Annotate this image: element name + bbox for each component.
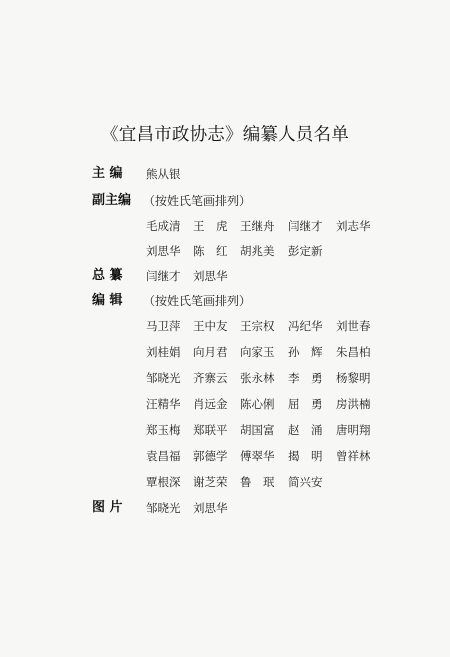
person-name: 向家玉: [240, 345, 275, 359]
person-name: 刘世春: [336, 319, 371, 333]
person-name: 刘志华: [336, 219, 371, 233]
person-name: 王宗权: [240, 319, 275, 333]
person-name: 张永林: [240, 371, 275, 385]
deputy-editor-label: 副主编: [92, 193, 132, 208]
person-name: 刘思华: [193, 269, 228, 283]
person-name: 揭 明: [288, 449, 323, 463]
person-name: 孙 辉: [288, 345, 323, 359]
person-name: 肖远金: [193, 397, 228, 411]
person-name: 闫继才: [288, 219, 323, 233]
person-name: 冯纪华: [288, 319, 323, 333]
person-name: 覃根深: [146, 475, 181, 489]
person-name: 郑玉梅: [146, 423, 181, 437]
person-name: 杨黎明: [336, 371, 371, 385]
person-name: 谢芝荣: [193, 475, 228, 489]
person-name: 郑联平: [193, 423, 228, 437]
person-name: 曾祥林: [336, 449, 371, 463]
person-name: 向月君: [193, 345, 228, 359]
person-name: 毛成清: [146, 219, 181, 233]
person-name: 袁昌福: [146, 449, 181, 463]
photographers-label: 图 片: [92, 500, 123, 515]
person-name: 刘桂娟: [146, 345, 181, 359]
person-name: 彭定新: [288, 244, 323, 258]
person-name: 简兴安: [288, 475, 323, 489]
person-name: 邹晓光: [146, 501, 181, 515]
deputy-editor-note: （按姓氏笔画排列）: [143, 194, 252, 208]
person-name: 刘思华: [146, 244, 181, 258]
chief-editor-label: 主 编: [92, 166, 123, 181]
person-name: 陈 红: [193, 244, 228, 258]
person-name: 傅翠华: [240, 449, 275, 463]
person-name: 郭德学: [193, 449, 228, 463]
person-name: 刘思华: [193, 501, 228, 515]
person-name: 房洪楠: [336, 397, 371, 411]
person-name: 熊从银: [146, 167, 181, 181]
person-name: 闫继才: [146, 269, 181, 283]
person-name: 赵 涌: [288, 423, 323, 437]
person-name: 王中友: [193, 319, 228, 333]
person-name: 朱昌柏: [336, 345, 371, 359]
person-name: 马卫萍: [146, 319, 181, 333]
person-name: 王 虎: [193, 219, 228, 233]
person-name: 邹晓光: [146, 371, 181, 385]
editors-label: 编 辑: [92, 293, 123, 308]
editors-note: （按姓氏笔画排列）: [143, 294, 252, 308]
chief-compiler-label: 总 纂: [92, 268, 123, 283]
person-name: 胡国富: [240, 423, 275, 437]
person-name: 陈心俐: [240, 397, 275, 411]
person-name: 屈 勇: [288, 397, 323, 411]
person-name: 李 勇: [288, 371, 323, 385]
person-name: 汪精华: [146, 397, 181, 411]
person-name: 鲁 珉: [240, 475, 275, 489]
page-title: 《宜昌市政协志》编纂人员名单: [101, 125, 349, 145]
person-name: 胡兆美: [240, 244, 275, 258]
person-name: 唐明翔: [336, 423, 371, 437]
person-name: 王继舟: [240, 219, 275, 233]
person-name: 齐寨云: [193, 371, 228, 385]
